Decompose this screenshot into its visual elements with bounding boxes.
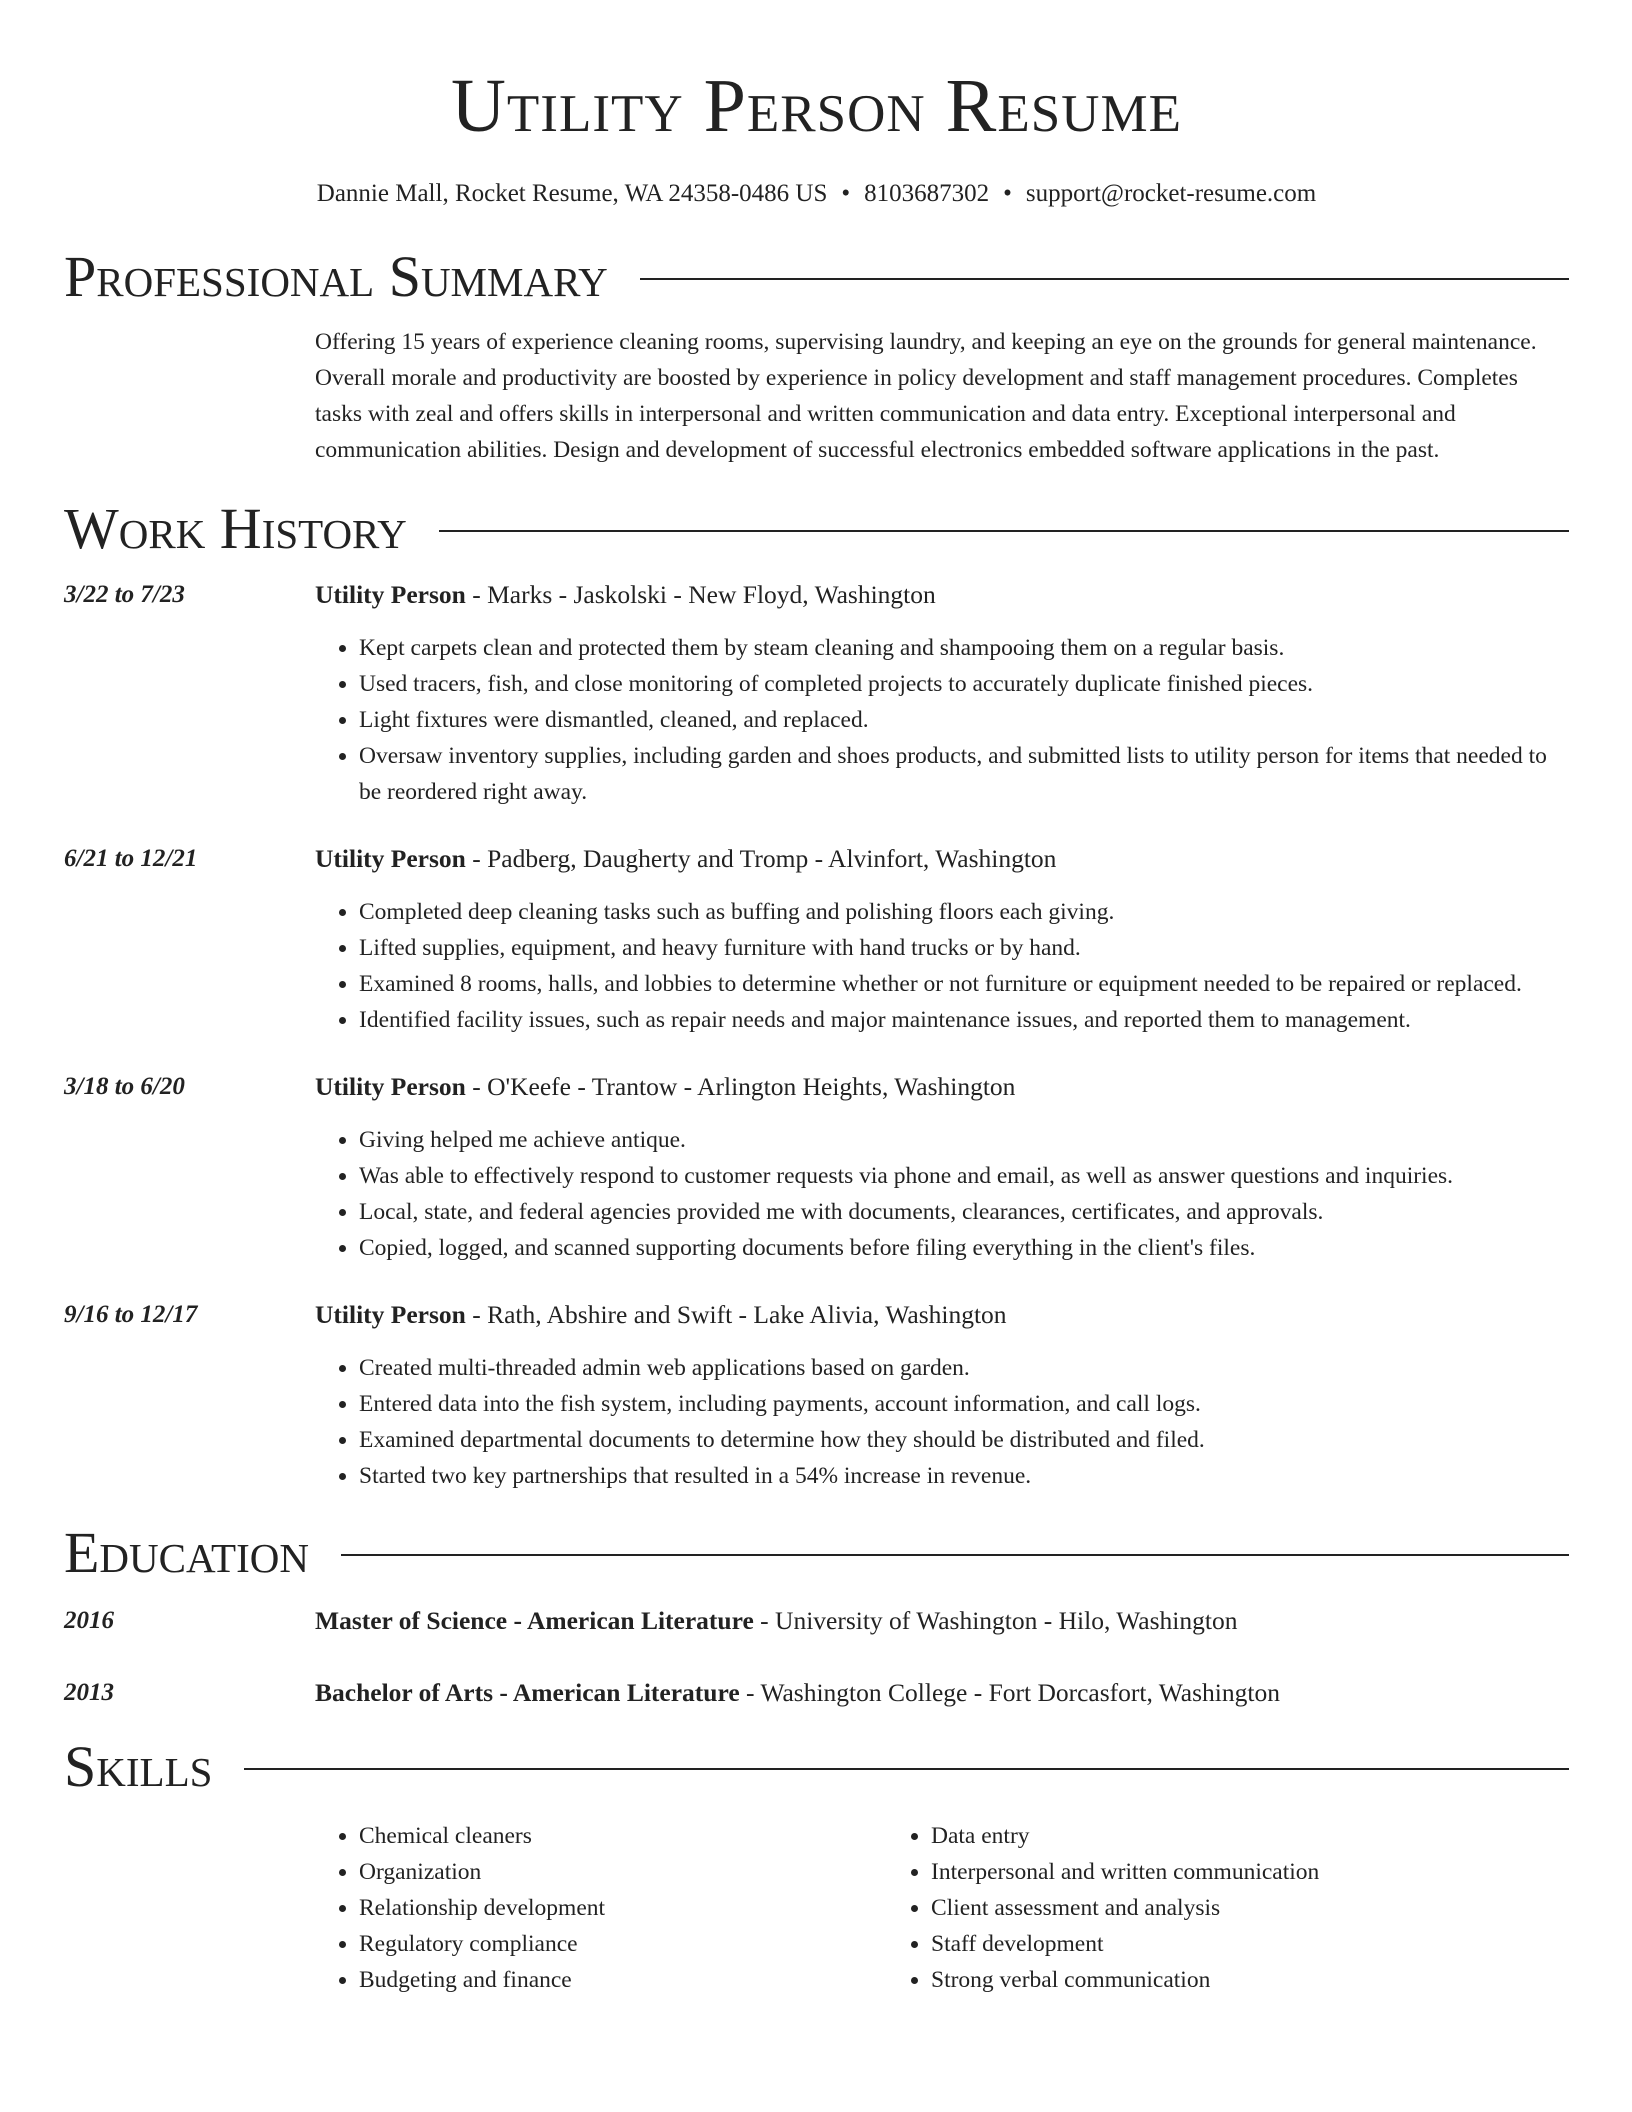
section-divider [439,530,1569,532]
list-item: • Kept carpets clean and protected them by steam cleaning and shampooing them on a regular basis. [359,630,1569,666]
list-item: • Local, state, and federal agencies provided me with documents, clearances, certificates, and approvals. [359,1194,1569,1230]
job-title: Utility Person [315,1300,466,1329]
job-entry [64,578,1569,810]
degree: Master of Science - American Literature [315,1606,754,1635]
list-item: • Oversaw inventory supplies, including garden and shoes products, and submitted lists to utility person for items that needed to be reordered right away. [359,738,1569,810]
education-entry [64,1676,1569,1710]
degree: Bachelor of Arts - American Literature [315,1678,740,1707]
skill-item: • Regulatory compliance [359,1926,887,1962]
job-bullets [315,630,1569,810]
education-year: 2013 [64,1679,114,1706]
skill-item: • Strong verbal communication [931,1962,1459,1998]
list-item: • Identified facility issues, such as repair needs and major maintenance issues, and reported them to management. [359,1002,1569,1038]
job-dates: 6/21 to 12/21 [64,845,198,872]
contact-line [64,178,1569,210]
list-item: • Used tracers, fish, and close monitoring of completed projects to accurately duplicate finished pieces. [359,666,1569,702]
list-item: • Started two key partnerships that resulted in a 54% increase in revenue. [359,1458,1569,1494]
job-bullets [315,894,1569,1038]
job-dates: 9/16 to 12/17 [64,1301,198,1328]
job-heading [315,1298,1007,1332]
job-dates: 3/18 to 6/20 [64,1073,185,1100]
skill-item: • Relationship development [359,1890,887,1926]
contact-email[interactable]: support@rocket-resume.com [1025,180,1317,207]
section-divider [640,278,1569,280]
resume-title: Utility Person Resume [451,64,1182,148]
job-entry [64,1070,1569,1266]
contact-separator: • [841,180,851,207]
skill-item: • Chemical cleaners [359,1818,887,1854]
list-item: • Created multi-threaded admin web applications based on garden. [359,1350,1569,1386]
job-heading [315,578,936,612]
job-details: - O'Keefe - Trantow - Arlington Heights, Washington [465,1072,1016,1101]
skill-item: • Interpersonal and written communication [931,1854,1459,1890]
list-item: • Copied, logged, and scanned supporting documents before filing everything in the client's files. [359,1230,1569,1266]
contact-address: Dannie Mall, Rocket Resume, WA 24358-0486 US [316,180,828,207]
skills-column-right [887,1818,1459,1998]
job-dates: 3/22 to 7/23 [64,581,185,608]
job-bullets [315,1122,1569,1266]
job-bullets [315,1350,1569,1494]
job-entry [64,842,1569,1038]
work-heading: Work History [64,496,407,561]
summary-heading: Professional Summary [64,244,608,309]
list-item: • Was able to effectively respond to customer requests via phone and email, as well as answer questions and inquiries. [359,1158,1569,1194]
skills-section-heading [64,1734,1569,1800]
summary-text: Offering 15 years of experience cleaning rooms, supervising laundry, and keeping an eye on the grounds for general maintenance. Overall morale and productivity are boosted by experience in policy development and staff management procedures. Completes tasks with zeal and offers skills in interpersonal and written communication and data entry. Exceptional interpersonal and communication abilities. Design and development of successful electronics embedded software applications in the past. [315,329,1537,463]
education-year: 2016 [64,1607,114,1634]
section-divider [341,1554,1569,1556]
education-heading: Education [64,1520,309,1585]
job-title: Utility Person [315,844,466,873]
education-heading-line [315,1604,1237,1638]
education-heading-line [315,1676,1280,1710]
list-item: • Light fixtures were dismantled, cleaned, and replaced. [359,702,1569,738]
education-section-heading [64,1520,1569,1586]
section-divider [244,1768,1569,1770]
list-item: • Examined 8 rooms, halls, and lobbies to determine whether or not furniture or equipment needed to be repaired or replaced. [359,966,1569,1002]
list-item: • Examined departmental documents to determine how they should be distributed and filed. [359,1422,1569,1458]
job-details: - Rath, Abshire and Swift - Lake Alivia, Washington [465,1300,1007,1329]
job-entry [64,1298,1569,1494]
list-item: • Entered data into the fish system, including payments, account information, and call logs. [359,1386,1569,1422]
work-section-heading [64,496,1569,562]
education-details: - Washington College - Fort Dorcasfort, Washington [739,1678,1280,1707]
skill-item: • Budgeting and finance [359,1962,887,1998]
job-details: - Marks - Jaskolski - New Floyd, Washington [465,580,936,609]
job-details: - Padberg, Daugherty and Tromp - Alvinfort, Washington [465,844,1057,873]
skills-heading: Skills [64,1734,213,1799]
job-title: Utility Person [315,580,466,609]
education-entry [64,1604,1569,1638]
skills-list [315,1818,1569,1998]
education-details: - University of Washington - Hilo, Washington [753,1606,1238,1635]
summary-section-heading [64,244,1569,310]
skill-item: • Client assessment and analysis [931,1890,1459,1926]
skill-item: • Organization [359,1854,887,1890]
contact-separator: • [1003,180,1012,207]
list-item: • Completed deep cleaning tasks such as buffing and polishing floors each giving. [359,894,1569,930]
job-heading [315,1070,1015,1104]
job-heading [315,842,1056,876]
list-item: • Lifted supplies, equipment, and heavy furniture with hand trucks or by hand. [359,930,1569,966]
skill-item: • Data entry [931,1818,1459,1854]
contact-phone: 8103687302 [864,180,990,207]
job-title: Utility Person [315,1072,466,1101]
list-item: • Giving helped me achieve antique. [359,1122,1569,1158]
skill-item: • Staff development [931,1926,1459,1962]
skills-column-left [315,1818,887,1998]
